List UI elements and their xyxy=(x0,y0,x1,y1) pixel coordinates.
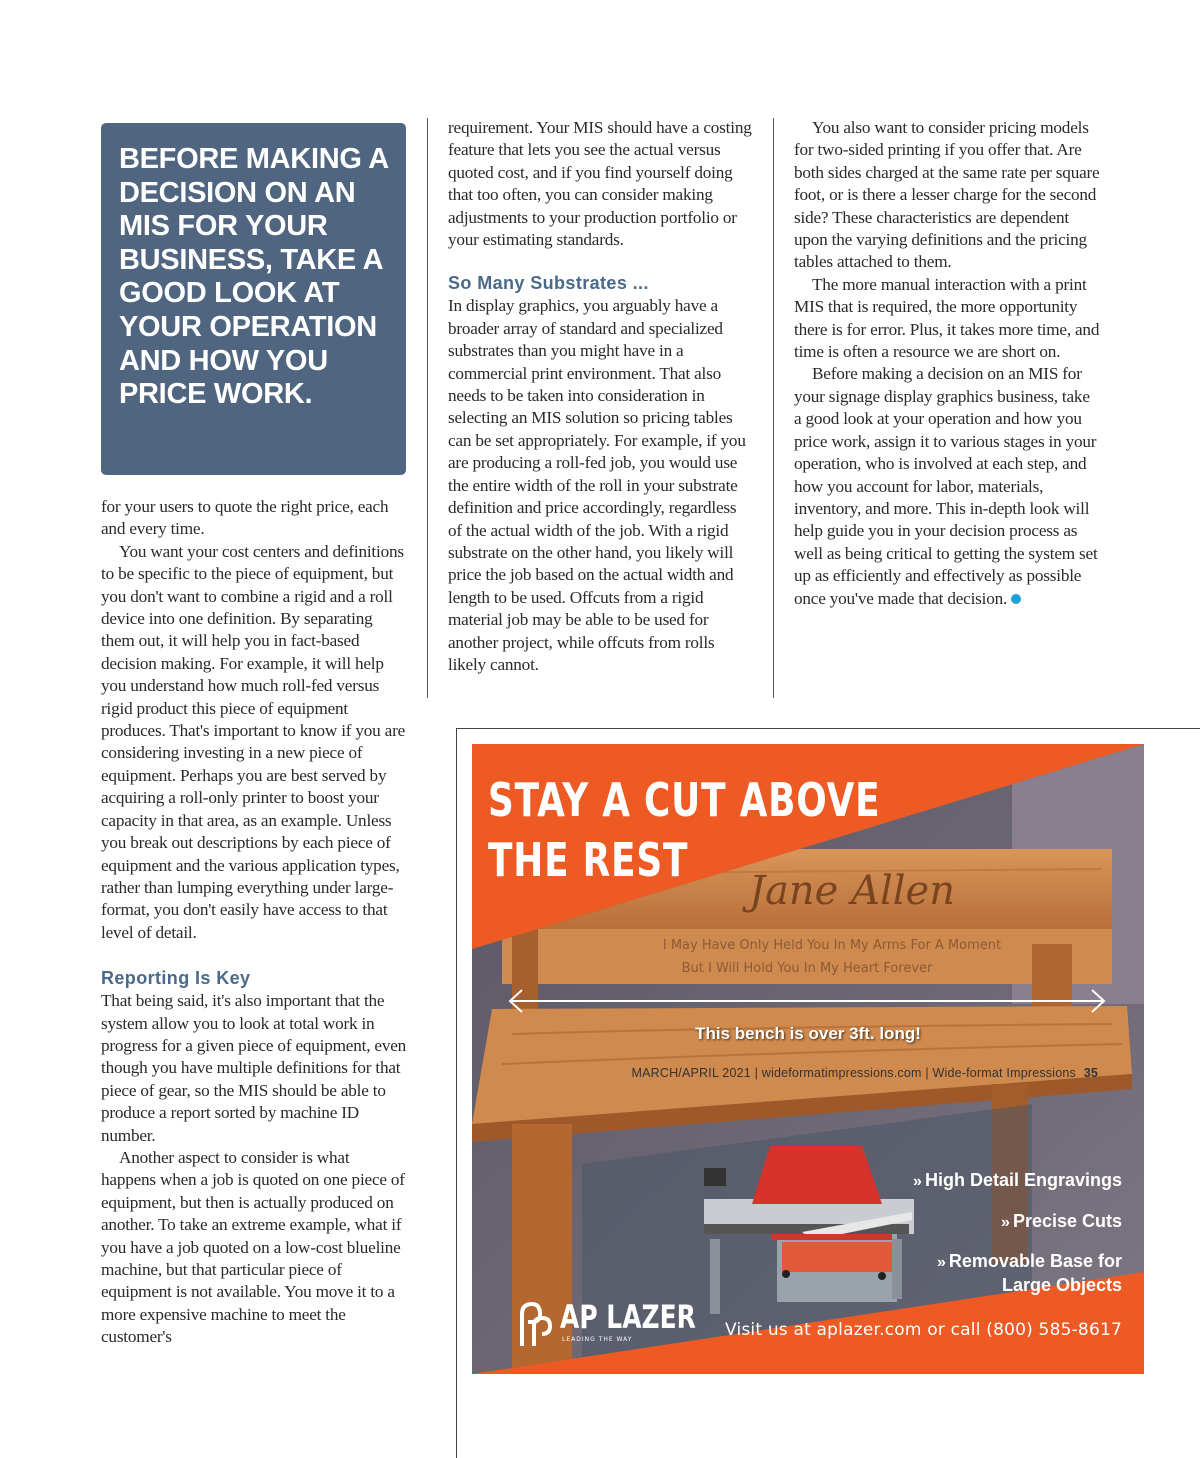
feature-item xyxy=(1001,1210,1122,1234)
pull-quote-box xyxy=(101,123,406,475)
page-footer xyxy=(631,1066,1098,1080)
feature-label: High Detail Engravings xyxy=(924,1170,1122,1190)
paragraph: Another aspect to consider is what happens when a job is quoted on one piece of equipment, but then is actually produced on another. To take an extreme example, what if you have a job quoted on a low-cost blueline machine, but that particular piece of equipment is not available. You move it to a more expensive machine to meet the customer's xyxy=(101,1147,405,1347)
article-column-2 xyxy=(448,117,754,676)
ap-lazer-logo-icon xyxy=(518,1300,554,1348)
ap-lazer-logo xyxy=(518,1298,696,1350)
section-heading: So Many Substrates ... xyxy=(448,273,649,294)
pull-quote-text: BEFORE MAKING A DECISION ON AN MIS FOR YOUR BUSINESS, TAKE A GOOD LOOK AT YOUR OPERATION AND HOW YOU PRICE WORK. xyxy=(119,143,388,411)
ad-headline-line: STAY A CUT ABOVE xyxy=(488,773,881,827)
bench-caption: This bench is over 3ft. long! xyxy=(695,1024,921,1043)
ad-contact-line: Visit us at aplazer.com or call (800) 585-8617 xyxy=(725,1320,1122,1340)
chevron-right-icon: » xyxy=(937,1254,946,1271)
end-mark-icon xyxy=(1011,594,1021,604)
bench-engraving-line: But I Will Hold You In My Heart Forever xyxy=(681,961,933,976)
paragraph: In display graphics, you arguably have a broader array of standard and specialized substrates than you might have in a commercial print environment. That also needs to be taken into consideration in selecting an MIS solution so pricing tables can be set appropriately. For example, if you are producing a roll-fed job, you would use the entire width of the roll in your substrate definition and price accordingly, regardless of the actual width of the job. With a rigid substrate on the other hand, you likely will price the job based on the actual width and length to be used. Offcuts from a rigid material job may be able to be used for another project, while offcuts from rolls likely cannot. xyxy=(448,296,746,674)
page-number: 35 xyxy=(1083,1066,1098,1080)
bench-engraving-line: I May Have Only Held You In My Arms For A Moment xyxy=(662,938,1002,953)
feature-label: Precise Cuts xyxy=(1012,1211,1122,1231)
paragraph: You also want to consider pricing models for two-sided printing if you offer that. Are both sides charged at the same rate per square foot, or is there a lesser charge for the second side? These characteristics are dependent upon the varying definitions and the pricing tables attached to them. xyxy=(794,118,1100,272)
chevron-right-icon: » xyxy=(913,1173,922,1190)
feature-label: Removable Base for xyxy=(948,1251,1122,1271)
paragraph xyxy=(794,363,1100,609)
chevron-right-icon: » xyxy=(1001,1214,1010,1231)
article-column-1 xyxy=(101,496,407,1349)
footer-magazine: Wide-format Impressions xyxy=(932,1066,1076,1080)
column-divider xyxy=(427,118,428,698)
footer-separator: | xyxy=(754,1066,762,1080)
paragraph: The more manual interaction with a print MIS that is required, the more opportunity there is for error. Plus, it takes more time, and time is often a resource we are short on. xyxy=(794,274,1100,362)
paragraph: That being said, it's also important that the system allow you to look at total work in progress for a given piece of equipment, even though you have multiple definitions for that piece of gear, so the MIS should be able to produce a report sorted by machine ID number. xyxy=(101,991,407,1145)
paragraph-text: Before making a decision on an MIS for your signage display graphics business, take a good look at your operation and how you price work, assign it to various stages in your operation, who is involved at each step, and how you account for labor, materials, inventory, and more. This in-depth look will help guide you in your decision process as well as being critical to getting the system set up as efficiently and effectively as possible once you've made that decision. xyxy=(794,364,1098,608)
logo-wordmark: AP LAZER xyxy=(560,1298,696,1336)
ad-headline-line: THE REST xyxy=(488,833,689,887)
feature-item xyxy=(913,1169,1122,1193)
footer-site: wideformatimpressions.com xyxy=(761,1066,922,1080)
ad-headline xyxy=(488,770,880,890)
article-column-3 xyxy=(794,117,1100,610)
footer-separator: | xyxy=(925,1066,933,1080)
feature-item xyxy=(937,1250,1122,1297)
bench-name-engraving: Jane Allen xyxy=(749,868,955,914)
column-divider xyxy=(773,118,774,698)
paragraph: for your users to quote the right price, each and every time. xyxy=(101,497,389,539)
logo-tagline: LEADING THE WAY xyxy=(562,1336,633,1343)
section-heading: Reporting Is Key xyxy=(101,968,251,989)
paragraph: You want your cost centers and definitions to be specific to the piece of equipment, but you don't want to combine a rigid and a roll device into one definition. By separating them out, it will help you in fact-based decision making. For example, it will help you understand how much roll-fed versus rigid product this piece of equipment produces. That's important to know if you are considering investing in a new piece of equipment. Perhaps you are best served by acquiring a roll-only printer to boost your capacity in that area, as an example. Unless you break out descriptions by each piece of equipment and the various application types, rather than lumping everything under large-format, you don't easily have access to that level of detail. xyxy=(101,541,406,942)
paragraph: requirement. Your MIS should have a costing feature that lets you see the actual versus quoted cost, and if you find yourself doing that too often, you can consider making adjustments to your production portfolio or your estimating standards. xyxy=(448,118,752,250)
feature-label: Large Objects xyxy=(1001,1275,1122,1295)
footer-issue: MARCH/APRIL 2021 xyxy=(631,1066,751,1080)
advertisement xyxy=(472,744,1144,1374)
